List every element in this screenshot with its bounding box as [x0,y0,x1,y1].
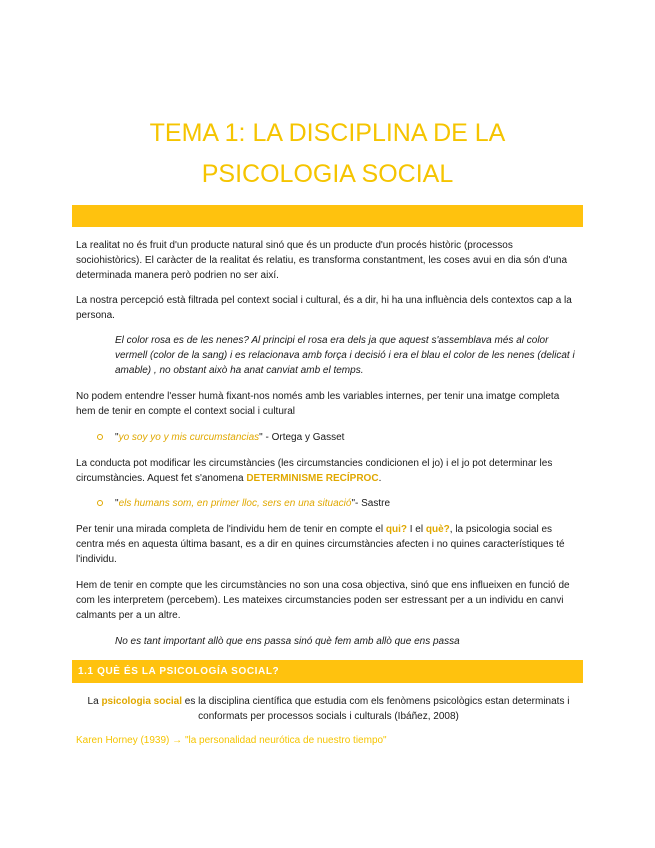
bullet-circle-icon [97,500,103,506]
paragraph-6-c: , la psicologia social es centra més en aquesta última basant, es a dir en quines circumstàncies afecten i no quines característiques té l'individu. [76,524,565,566]
definition-b: es la disciplina científica que estudia com els fenòmens psicològics estan determinats i conformats per processos socials i culturals (Ibáñez, 2008) [182,696,570,723]
paragraph-5-end: . [378,473,382,485]
term-que: què? [425,524,450,535]
page-title [0,113,655,195]
paragraph-8-italic: No es tant important allò que ens passa sinó què fem amb allò que ens passa [115,636,460,647]
section-heading: 1.1 QUÈ ÉS LA PSICOLOGÍA SOCIAL? [72,660,583,683]
title-line-1: TEMA 1: LA DISCIPLINA DE LA [149,119,506,147]
paragraph-7: Hem de tenir en compte que les circumstàncies no son una cosa objectiva, sinó que ens influeixen en funció de com les interpretem (percebem). Les mateixes circumstancies poden ser estressant per a un individu en canvi calmants per a un altre. [76,580,570,622]
bullet-1-quote: yo soy yo y mis curcumstancias [118,432,260,443]
karen-horney-reference: Karen Horney (1939) → "la personalidad neurótica de nuestro tiempo" [76,735,387,746]
title-band [72,205,583,227]
bullet-1-open: " [115,432,119,443]
paragraph-6 [76,522,581,568]
bullet-2-quote: els humans som, en primer lloc, sers en una situació [118,498,352,509]
bullet-2-author: "- Sastre [351,498,391,509]
bullet-circle-icon [97,434,103,440]
paragraph-6-b: I el [406,524,426,535]
bullet-2 [0,496,655,512]
paragraph-3-italic: El color rosa es de les nenes? Al principi el rosa era dels ja que aquest s'assemblava més al color vermell (color de la sang) i es relacionava amb força i decisió i era el blau el color de les nenes (delicat i amable) , no obstant això ha anat canviat amb el temps. [115,335,575,377]
title-line-2: PSICOLOGIA SOCIAL [201,160,454,188]
bullet-2-text [115,496,390,511]
paragraph-5 [76,456,581,486]
paragraph-6-a: Per tenir una mirada completa de l'individu hem de tenir en compte el [76,524,386,535]
paragraph-4: No podem entendre l'esser humà fixant-nos només amb les variables internes, per tenir una imatge completa hem de tenir en compte el context social i cultural [76,391,560,418]
definition-paragraph [76,694,581,724]
term-qui: qui? [385,524,407,535]
definition-a: La [87,696,102,707]
bullet-2-open: " [115,498,119,509]
paragraph-2: La nostra percepció està filtrada pel context social i cultural, és a dir, hi ha una influència dels contextos cap a la persona. [76,295,572,322]
bullet-1-author: " - Ortega y Gasset [259,432,345,443]
paragraph-1: La realitat no és fruit d'un producte natural sinó que és un producte d'un procés històric (processos sociohistòrics). El caràcter de la realitat és relatiu, es transforma constantment, les coses avui en dia són d'una determinada manera però podrien no ser així. [76,240,568,282]
bullet-1 [0,430,655,446]
term-psicologia-social: psicologia social [101,696,183,707]
bullet-1-text [115,430,344,445]
term-determinisme: DETERMINISME RECÍPROC [246,473,379,485]
paragraph-5-text: La conducta pot modificar les circumstàncies (les circumstancies condicionen el jo) i el jo pot determinar les circumstàncies. Aquest fet s'anomena [76,458,553,485]
